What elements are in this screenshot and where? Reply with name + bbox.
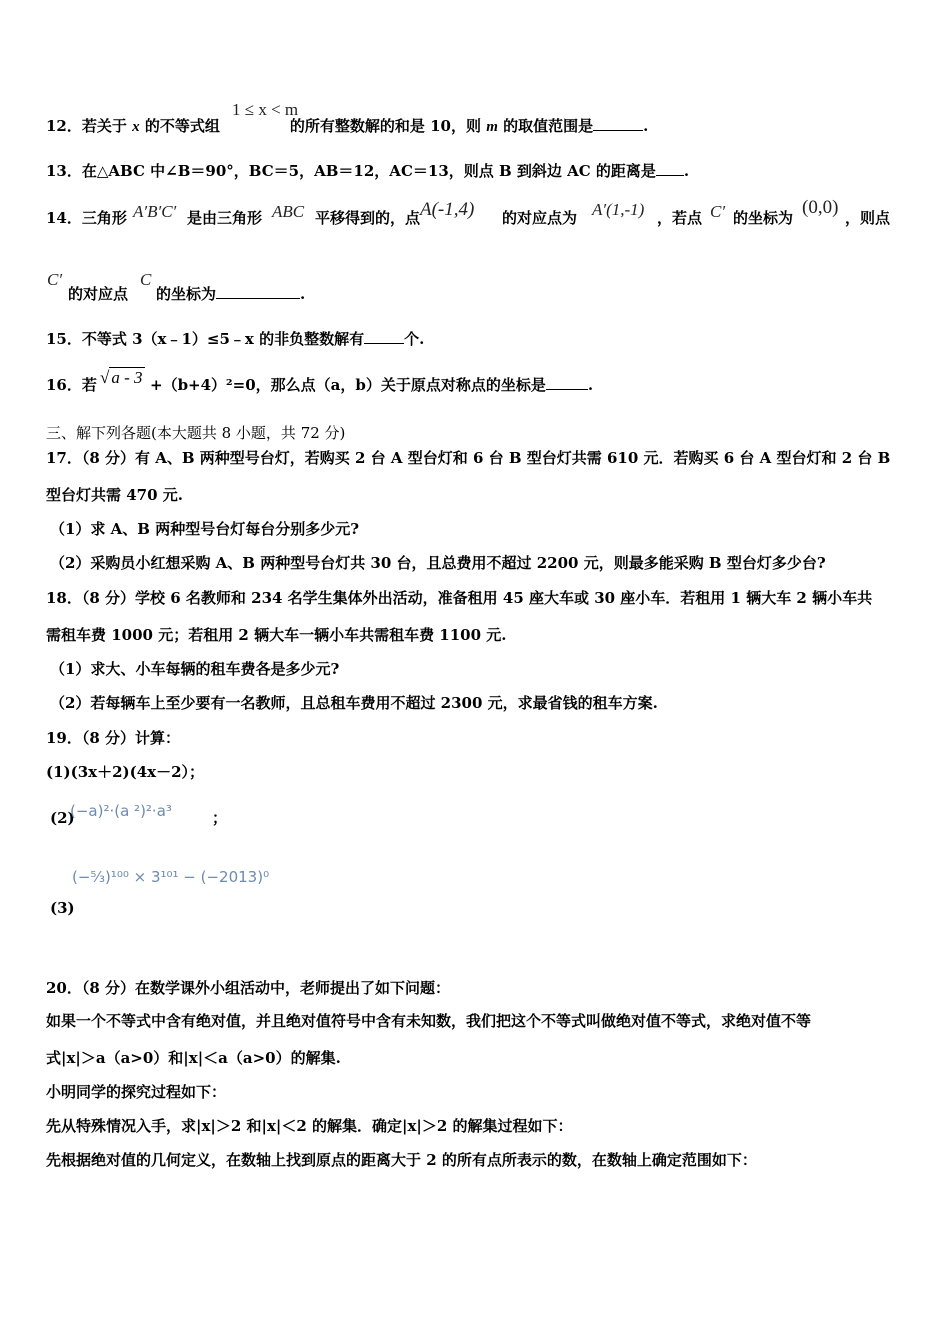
q14-formula-origin: (0,0) [802,197,839,218]
question-17-cont: 型台灯共需 470 元. [46,486,183,504]
question-18-cont: 需租车费 1000 元；若租用 2 辆大车一辆小车共需租车费 1100 元. [46,626,507,644]
question-19-part1: (1)(3x＋2)(4x－2）； [46,763,205,781]
q14-formula-c: C [140,270,152,289]
question-18-part1: （1）求大、小车每辆的租车费各是多少元? [50,660,340,678]
question-18-part2: （2）若每辆车上至少要有一名教师，且总租车费用不超过 2300 元，求最省钱的租车方案. [50,694,658,712]
question-18: 18．（8 分）学校 6 名教师和 234 名学生集体外出活动，准备租用 45 座大车或 30 座小车．若租用 1 辆大车 2 辆小车共 [46,589,873,607]
question-19: 19．（8 分）计算： [46,729,181,747]
q19-formula-image-3: (−⁵⁄₃)¹⁰⁰ × 3¹⁰¹ − (−2013)⁰ [72,868,270,886]
question-20: 20．（8 分）在数学课外小组活动中，老师提出了如下问题： [46,979,451,997]
section-heading: 三、解下列各题(本大题共 8 小题，共 72 分) [46,424,346,442]
q14-formula-abc: ABC [272,202,305,221]
question-16-label: 16．若 [46,376,97,394]
question-20-line4: 先从特殊情况入手，求|x|＞2 和|x|＜2 的解集．确定|x|＞2 的解集过程如下： [46,1117,573,1135]
question-17-part2: （2）采购员小红想采购 A、B 两种型号台灯共 30 台，且总费用不超过 2200 元，则最多能采购 B 型台灯多少台? [50,554,826,572]
answer-blank[interactable] [656,161,684,176]
question-20-line1: 如果一个不等式中含有绝对值，并且绝对值符号中含有未知数，我们把这个不等式叫做绝对值不等式，求绝对值不等 [46,1012,812,1030]
q14-formula-c-prime: C′ [710,202,726,221]
question-20-line3: 小明同学的探究过程如下： [46,1083,227,1101]
q14-formula-a: A(-1,4) [420,199,475,220]
question-17: 17．（8 分）有 A、B 两种型号台灯，若购买 2 台 A 型台灯和 6 台 B 型台灯共需 610 元．若购买 6 台 A 型台灯和 2 台 B [46,449,891,467]
answer-blank[interactable] [593,116,643,131]
answer-blank[interactable] [216,284,300,299]
answer-blank[interactable] [364,329,404,344]
question-17-part1: （1）求 A、B 两种型号台灯每台分别多少元? [50,520,359,538]
answer-blank[interactable] [546,375,588,390]
question-15: 15．不等式 3（x﹣1）≤5﹣x 的非负整数解有 个. [46,330,425,348]
question-20-line2: 式|x|＞a（a>0）和|x|＜a（a>0）的解集. [46,1049,341,1067]
question-12: 12．若关于 x 的不等式组 的所有整数解的和是 10，则 m 的取值范围是 . [46,117,649,135]
question-14-text: 14．三角形 [46,209,127,227]
q14-formula-abc-prime: A′B′C′ [133,202,177,221]
q14-formula-a-prime: A′(1,-1) [592,200,645,219]
q12-inequality-formula: 1 ≤ x < m [232,100,299,119]
q16-sqrt-formula: √ a - 3 [100,368,143,387]
question-19-part3-label: (3) [50,899,75,917]
question-19-part2-label: (2) [50,809,75,827]
question-13: 13．在△ABC 中∠B＝90°，BC＝5，AB＝12，AC＝13，则点 B 到斜边 AC 的距离是 . [46,162,690,180]
q14-formula-c-prime-2: C′ [47,270,63,289]
q19-formula-image-2: (−a)²·(a ²)²·a³ [70,802,172,820]
question-16: +（b+4）²=0，那么点（a，b）关于原点对称点的坐标是 . [150,376,594,394]
question-20-line5: 先根据绝对值的几何定义，在数轴上找到原点的距离大于 2 的所有点所表示的数，在数轴上确定范围如下： [46,1151,757,1169]
